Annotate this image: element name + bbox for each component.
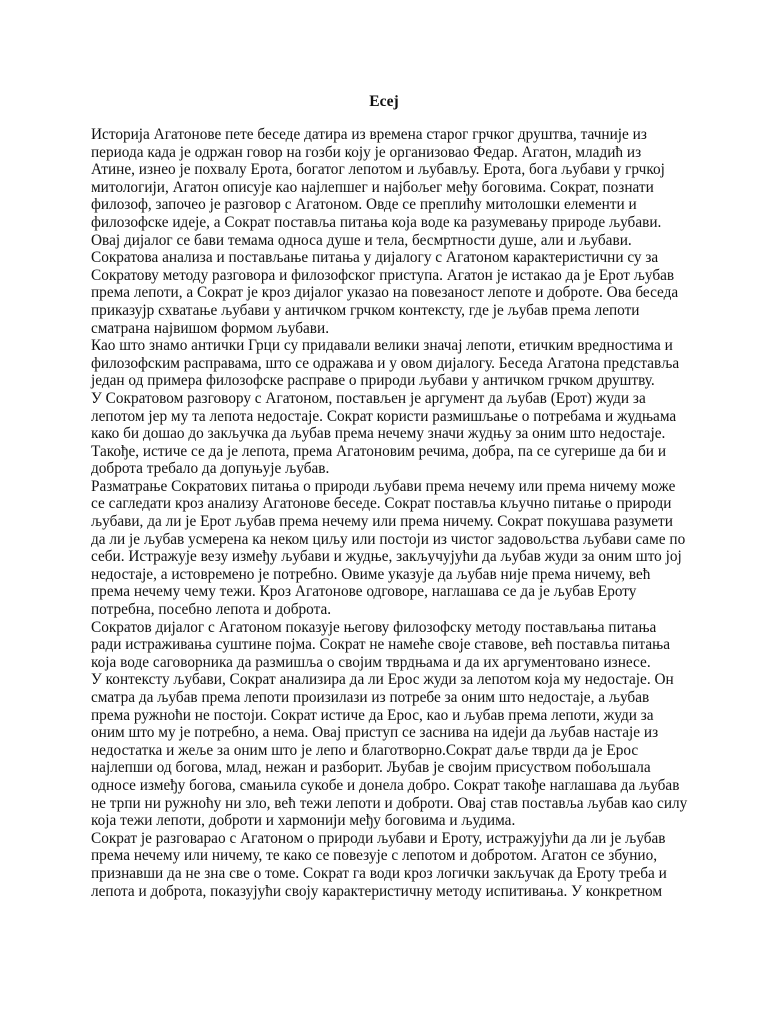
text-line: филозофским расправама, што се одражава и у овом дијалогу. Беседа Агатона представља [91,354,680,372]
text-line: оним што му је потребно, а нема. Овај приступ се заснива на идеји да љубав настаје из [91,724,659,742]
text-line: Сократова анализа и постављање питања у дијалогу с Агатоном карактеристични су за [91,249,659,267]
text-line: ради истраживања суштине појма. Сократ не намеће своје ставове, већ поставља питања [91,636,670,654]
text-line: признавши да не зна све о томе. Сократ га води кроз логички закључак да Ероту треба и [91,864,667,882]
text-line: према ружноћи не постоји. Сократ истиче да Ерос, као и љубав према лепоти, жуди за [91,706,654,724]
text-line: како би дошао до закључка да љубав према нечему значи жудњу за оним што недостаје. [91,425,666,443]
text-line: потребна, посебно лепота и доброта. [91,601,332,619]
text-line: која тежи лепоти, доброти и хармонији међу боговима и људима. [91,812,516,830]
text-line: Такође, истиче се да је лепота, према Агатоновим речима, добра, па се сугерише да би и [91,442,666,460]
text-line: да ли је љубав усмерена ка неком циљу или постоји из чистог задовољства љубави саме по [91,530,686,548]
text-line: не трпи ни ружноћу ни зло, већ тежи лепоти и доброти. Овај став поставља љубав као силу [91,794,688,812]
text-line: лепота и доброта, показујући своју карактеристичну методу испитивања. У конкретном [91,882,663,900]
text-line: себи. Истражује везу између љубави и жудње, закључујући да љубав жуди за оним што јој [91,548,682,566]
text-line: Сократов дијалог с Агатоном показује његову филозофску методу постављања питања [91,618,657,636]
text-line: љубави, да ли је Ерот љубав према нечему или према ничему. Сократ покушава разумети [91,513,673,531]
text-line: Разматрање Сократових питања о природи љубави према нечему или према ничему може [91,477,676,495]
text-line: доброта требало да допуњује љубав. [91,460,330,478]
text-line: према нечему чему тежи. Кроз Агатонове одговоре, наглашава се да је љубав Ероту [91,583,637,601]
text-line: према лепоти, а Сократ је кроз дијалог указао на повезаност лепоте и доброте. Ова беседа [91,284,679,302]
text-line: недостатка и жеље за оним што је лепо и благотворно.Сократ даље тврди да је Ерос [91,741,639,759]
text-line: У контексту љубави, Сократ анализира да ли Ерос жуди за лепотом која му недостаје. Он [91,671,674,689]
text-line: митологији, Агатон описује као најлепшег и најбољег међу боговима. Сократ, познати [91,178,654,196]
text-line: Као што знамо антички Грци су придавали велики значај лепоти, етичким вредностима и [91,337,673,355]
text-line: филозофске идеје, а Сократ поставља питања која воде ка разумевању природе љубави. [91,213,662,231]
text-line: Сократ је разговарао с Агатоном о природи љубави и Ероту, истражујући да ли је љубав [91,829,666,847]
text-line: филозоф, започео је разговор с Агатоном. Овде се преплићу митолошки елементи и [91,196,637,214]
text-line: Атине, изнео је похвалу Ерота, богатог лепотом и љубављу. Ерота, бога љубави у грчкој [91,161,665,179]
text-line: се сагледати кроз анализу Агатонове беседе. Сократ поставља кључно питање о природи [91,495,672,513]
text-line: односе између богова, смањила сукобе и донела добро. Сократ такође наглашава да љубав [91,776,680,794]
text-line: Овај дијалог се бави темама односа душе и тела, бесмртности душе, али и љубави. [91,231,632,249]
document-body [91,126,691,900]
text-line: која воде саговорника да размишља о својим тврдњама и да их аргументовано изнесе. [91,653,651,671]
text-line: лепотом јер му та лепота недостаје. Сократ користи размишљање о потребама и жудњама [91,407,677,425]
text-line: један од примера филозофске расправе о природи љубави у античком грчком друштву. [91,372,655,390]
text-line: Историја Агатонове пете беседе датира из времена старог грчког друштва, тачније из [91,126,647,143]
text-line: сматра да љубав према лепоти произилази из потребе за оним што недостаје, а љубав [91,689,650,706]
text-line: најлепши од богова, млад, нежан и разборит. Љубав је својим присуством побољшала [91,759,651,777]
text-line: приказујр схватање љубави у античком грчком контексту, где је љубав према лепоти [91,301,640,319]
text-line: периода када је одржан говор на гозби коју је организовао Федар. Агатон, младић из [91,143,642,161]
document-title: Есеј [369,93,399,110]
text-line: Сократову методу разговора и филозофског приступа. Агатон је истакао да је Ерот љубав [91,266,675,284]
text-line: У Сократовом разговору с Агатоном, постављен је аргумент да љубав (Ерот) жуди за [91,389,646,407]
text-line: према нечему или ничему, те како се повезује с лепотом и добротом. Агатон се збунио, [91,847,658,865]
text-line: сматрана највишом формом љубави. [91,319,330,337]
text-line: недостаје, а истовремено је потребно. Овиме указује да љубав није према ничему, већ [91,565,651,583]
